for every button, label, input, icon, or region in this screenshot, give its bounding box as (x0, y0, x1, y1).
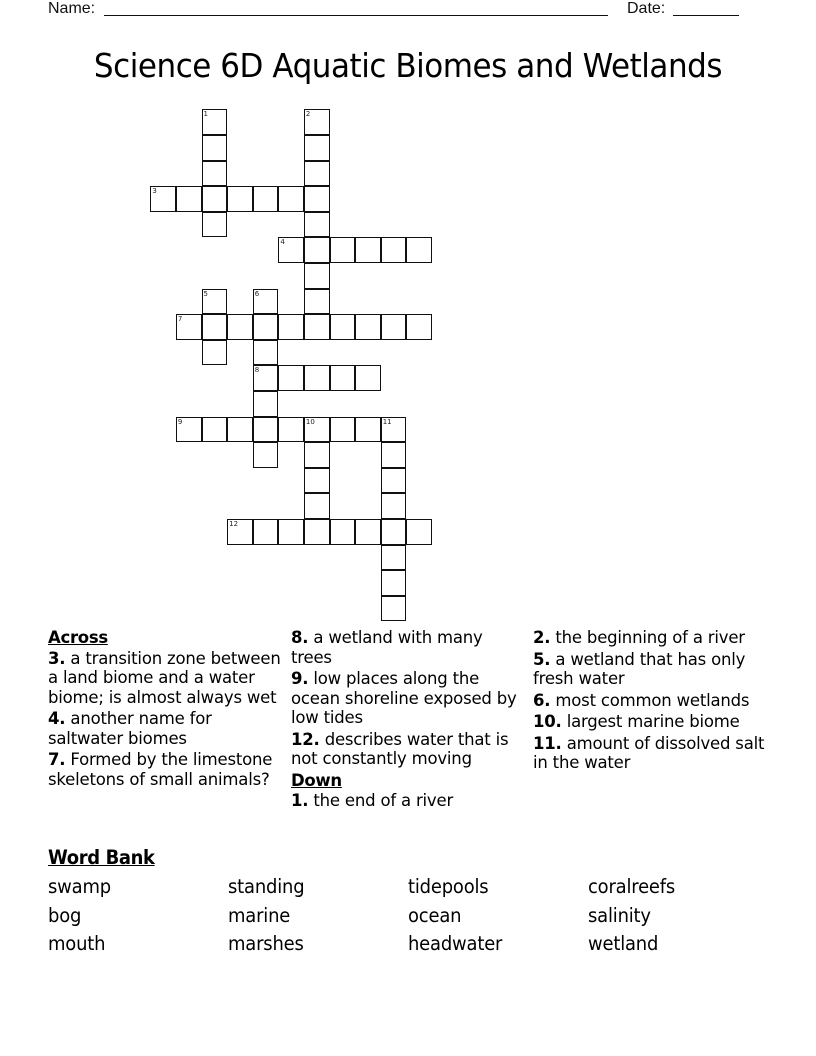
crossword-cell[interactable] (406, 237, 432, 263)
name-field[interactable] (104, 15, 608, 16)
word-bank-item: ocean (408, 903, 462, 927)
crossword-cell[interactable] (176, 314, 202, 340)
crossword-cell[interactable] (253, 417, 279, 443)
crossword-cell[interactable] (253, 365, 279, 391)
clue-number: 8 (254, 366, 260, 375)
crossword-cell[interactable] (330, 519, 356, 545)
crossword-cell[interactable] (202, 186, 228, 212)
word-bank-item: swamp (48, 875, 111, 898)
crossword-cell[interactable] (304, 365, 330, 391)
crossword-cell[interactable] (176, 186, 202, 212)
clue-number: 3 (152, 187, 157, 196)
word-bank (48, 873, 768, 959)
crossword-cell[interactable] (355, 237, 381, 263)
clue-number: 9 (177, 417, 183, 426)
crossword-cell[interactable] (381, 237, 407, 263)
word-bank-item: marine (228, 903, 291, 927)
crossword-cell[interactable] (330, 365, 356, 391)
clue-number: 1 (203, 110, 208, 119)
name-label: Name: (48, 0, 96, 17)
crossword-cell[interactable] (202, 289, 228, 315)
word-bank-item: standing (228, 875, 305, 898)
crossword-cell[interactable] (406, 519, 432, 545)
crossword-cell[interactable] (330, 314, 356, 340)
crossword-cell[interactable] (278, 314, 304, 340)
crossword-cell[interactable] (278, 519, 304, 545)
crossword-cell[interactable] (304, 493, 330, 519)
crossword-cell[interactable] (304, 263, 330, 289)
word-bank-item: headwater (408, 932, 503, 955)
crossword-cell[interactable] (381, 493, 407, 519)
clue-down-1: 1. the end of a river (291, 791, 454, 810)
crossword-cell[interactable] (253, 289, 279, 315)
word-bank-item: mouth (48, 932, 106, 955)
crossword-cell[interactable] (304, 212, 330, 238)
crossword-cell[interactable] (253, 186, 279, 212)
crossword-cell[interactable] (304, 135, 330, 161)
crossword-cell[interactable] (278, 186, 304, 212)
clue-number: 6 (254, 289, 260, 298)
crossword-cell[interactable] (381, 442, 407, 468)
crossword-grid (151, 110, 441, 630)
clues-column-2 (291, 628, 527, 813)
crossword-cell[interactable] (227, 314, 253, 340)
clue-down-5: 5. a wetland that has only fresh water (533, 649, 746, 688)
clue-across-4: 4. another name for saltwater biomes (48, 709, 212, 748)
crossword-cell[interactable] (202, 314, 228, 340)
clue-down-10: 10. largest marine biome (533, 712, 740, 731)
crossword-cell[interactable] (330, 417, 356, 443)
clue-number: 2 (305, 110, 311, 119)
crossword-cell[interactable] (381, 468, 407, 494)
crossword-cell[interactable] (304, 442, 330, 468)
clue-number: 11 (382, 417, 392, 426)
crossword-cell[interactable] (227, 519, 253, 545)
crossword-cell[interactable] (304, 519, 330, 545)
clue-across-12: 12. describes water that is not constantly moving (291, 729, 509, 768)
crossword-cell[interactable] (253, 442, 279, 468)
clue-number: 5 (203, 289, 208, 298)
clue-number: 7 (177, 315, 183, 324)
across-heading: Across (48, 628, 108, 647)
crossword-cell[interactable] (304, 109, 330, 135)
word-bank-title: Word Bank (48, 846, 155, 869)
crossword-cell[interactable] (150, 186, 176, 212)
clue-across-9: 9. low places along the ocean shoreline exposed by low tides (291, 669, 517, 727)
crossword-cell[interactable] (278, 417, 304, 443)
crossword-cell[interactable] (278, 365, 304, 391)
crossword-cell[interactable] (355, 365, 381, 391)
clue-across-3: 3. a transition zone between a land biome and a water biome; is almost always wet (48, 648, 281, 707)
crossword-cell[interactable] (355, 417, 381, 443)
crossword-cell[interactable] (330, 237, 356, 263)
crossword-cell[interactable] (253, 391, 279, 417)
crossword-cell[interactable] (304, 417, 330, 443)
crossword-cell[interactable] (304, 161, 330, 187)
clue-across-7: 7. Formed by the limestone skeletons of small animals? (48, 750, 273, 789)
clue-down-11: 11. amount of dissolved salt in the water (533, 733, 765, 772)
crossword-cell[interactable] (381, 417, 407, 443)
crossword-cell[interactable] (227, 186, 253, 212)
date-field[interactable] (673, 15, 739, 16)
word-bank-item: bog (48, 903, 82, 927)
crossword-cell[interactable] (304, 289, 330, 315)
clue-number: 10 (305, 417, 315, 426)
crossword-cell[interactable] (304, 468, 330, 494)
clue-across-8: 8. a wetland with many trees (291, 628, 483, 667)
word-bank-item: wetland (588, 932, 659, 955)
crossword-cell[interactable] (202, 212, 228, 238)
crossword-cell[interactable] (202, 109, 228, 135)
crossword-cell[interactable] (176, 417, 202, 443)
crossword-cell[interactable] (202, 135, 228, 161)
crossword-cell[interactable] (381, 596, 407, 622)
clue-down-2: 2. the beginning of a river (533, 628, 745, 647)
crossword-cell[interactable] (253, 340, 279, 366)
date-label: Date: (627, 0, 666, 17)
word-bank-item: marshes (228, 932, 304, 955)
crossword-cell[interactable] (304, 314, 330, 340)
clue-number: 12 (229, 519, 239, 528)
crossword-cell[interactable] (202, 161, 228, 187)
down-heading: Down (291, 770, 342, 790)
crossword-cell[interactable] (355, 314, 381, 340)
crossword-cell[interactable] (304, 186, 330, 212)
crossword-cell[interactable] (253, 519, 279, 545)
crossword-cell[interactable] (227, 417, 253, 443)
crossword-cell[interactable] (278, 237, 304, 263)
clue-down-6: 6. most common wetlands (533, 690, 750, 710)
word-bank-item: tidepools (408, 875, 489, 898)
clues-column-1 (48, 628, 284, 791)
crossword-cell[interactable] (381, 570, 407, 596)
crossword-cell[interactable] (304, 237, 330, 263)
crossword-cell[interactable] (253, 314, 279, 340)
crossword-cell[interactable] (202, 340, 228, 366)
crossword-cell[interactable] (406, 314, 432, 340)
crossword-cell[interactable] (381, 545, 407, 571)
crossword-cell[interactable] (381, 519, 407, 545)
word-bank-item: salinity (588, 903, 651, 927)
clues-column-3 (533, 628, 769, 775)
crossword-cell[interactable] (381, 314, 407, 340)
header-line (48, 0, 748, 20)
page-title: Science 6D Aquatic Biomes and Wetlands (93, 46, 723, 85)
crossword-cell[interactable] (355, 519, 381, 545)
crossword-cell[interactable] (202, 417, 228, 443)
clue-number: 4 (280, 238, 285, 247)
word-bank-item: coralreefs (588, 875, 676, 898)
